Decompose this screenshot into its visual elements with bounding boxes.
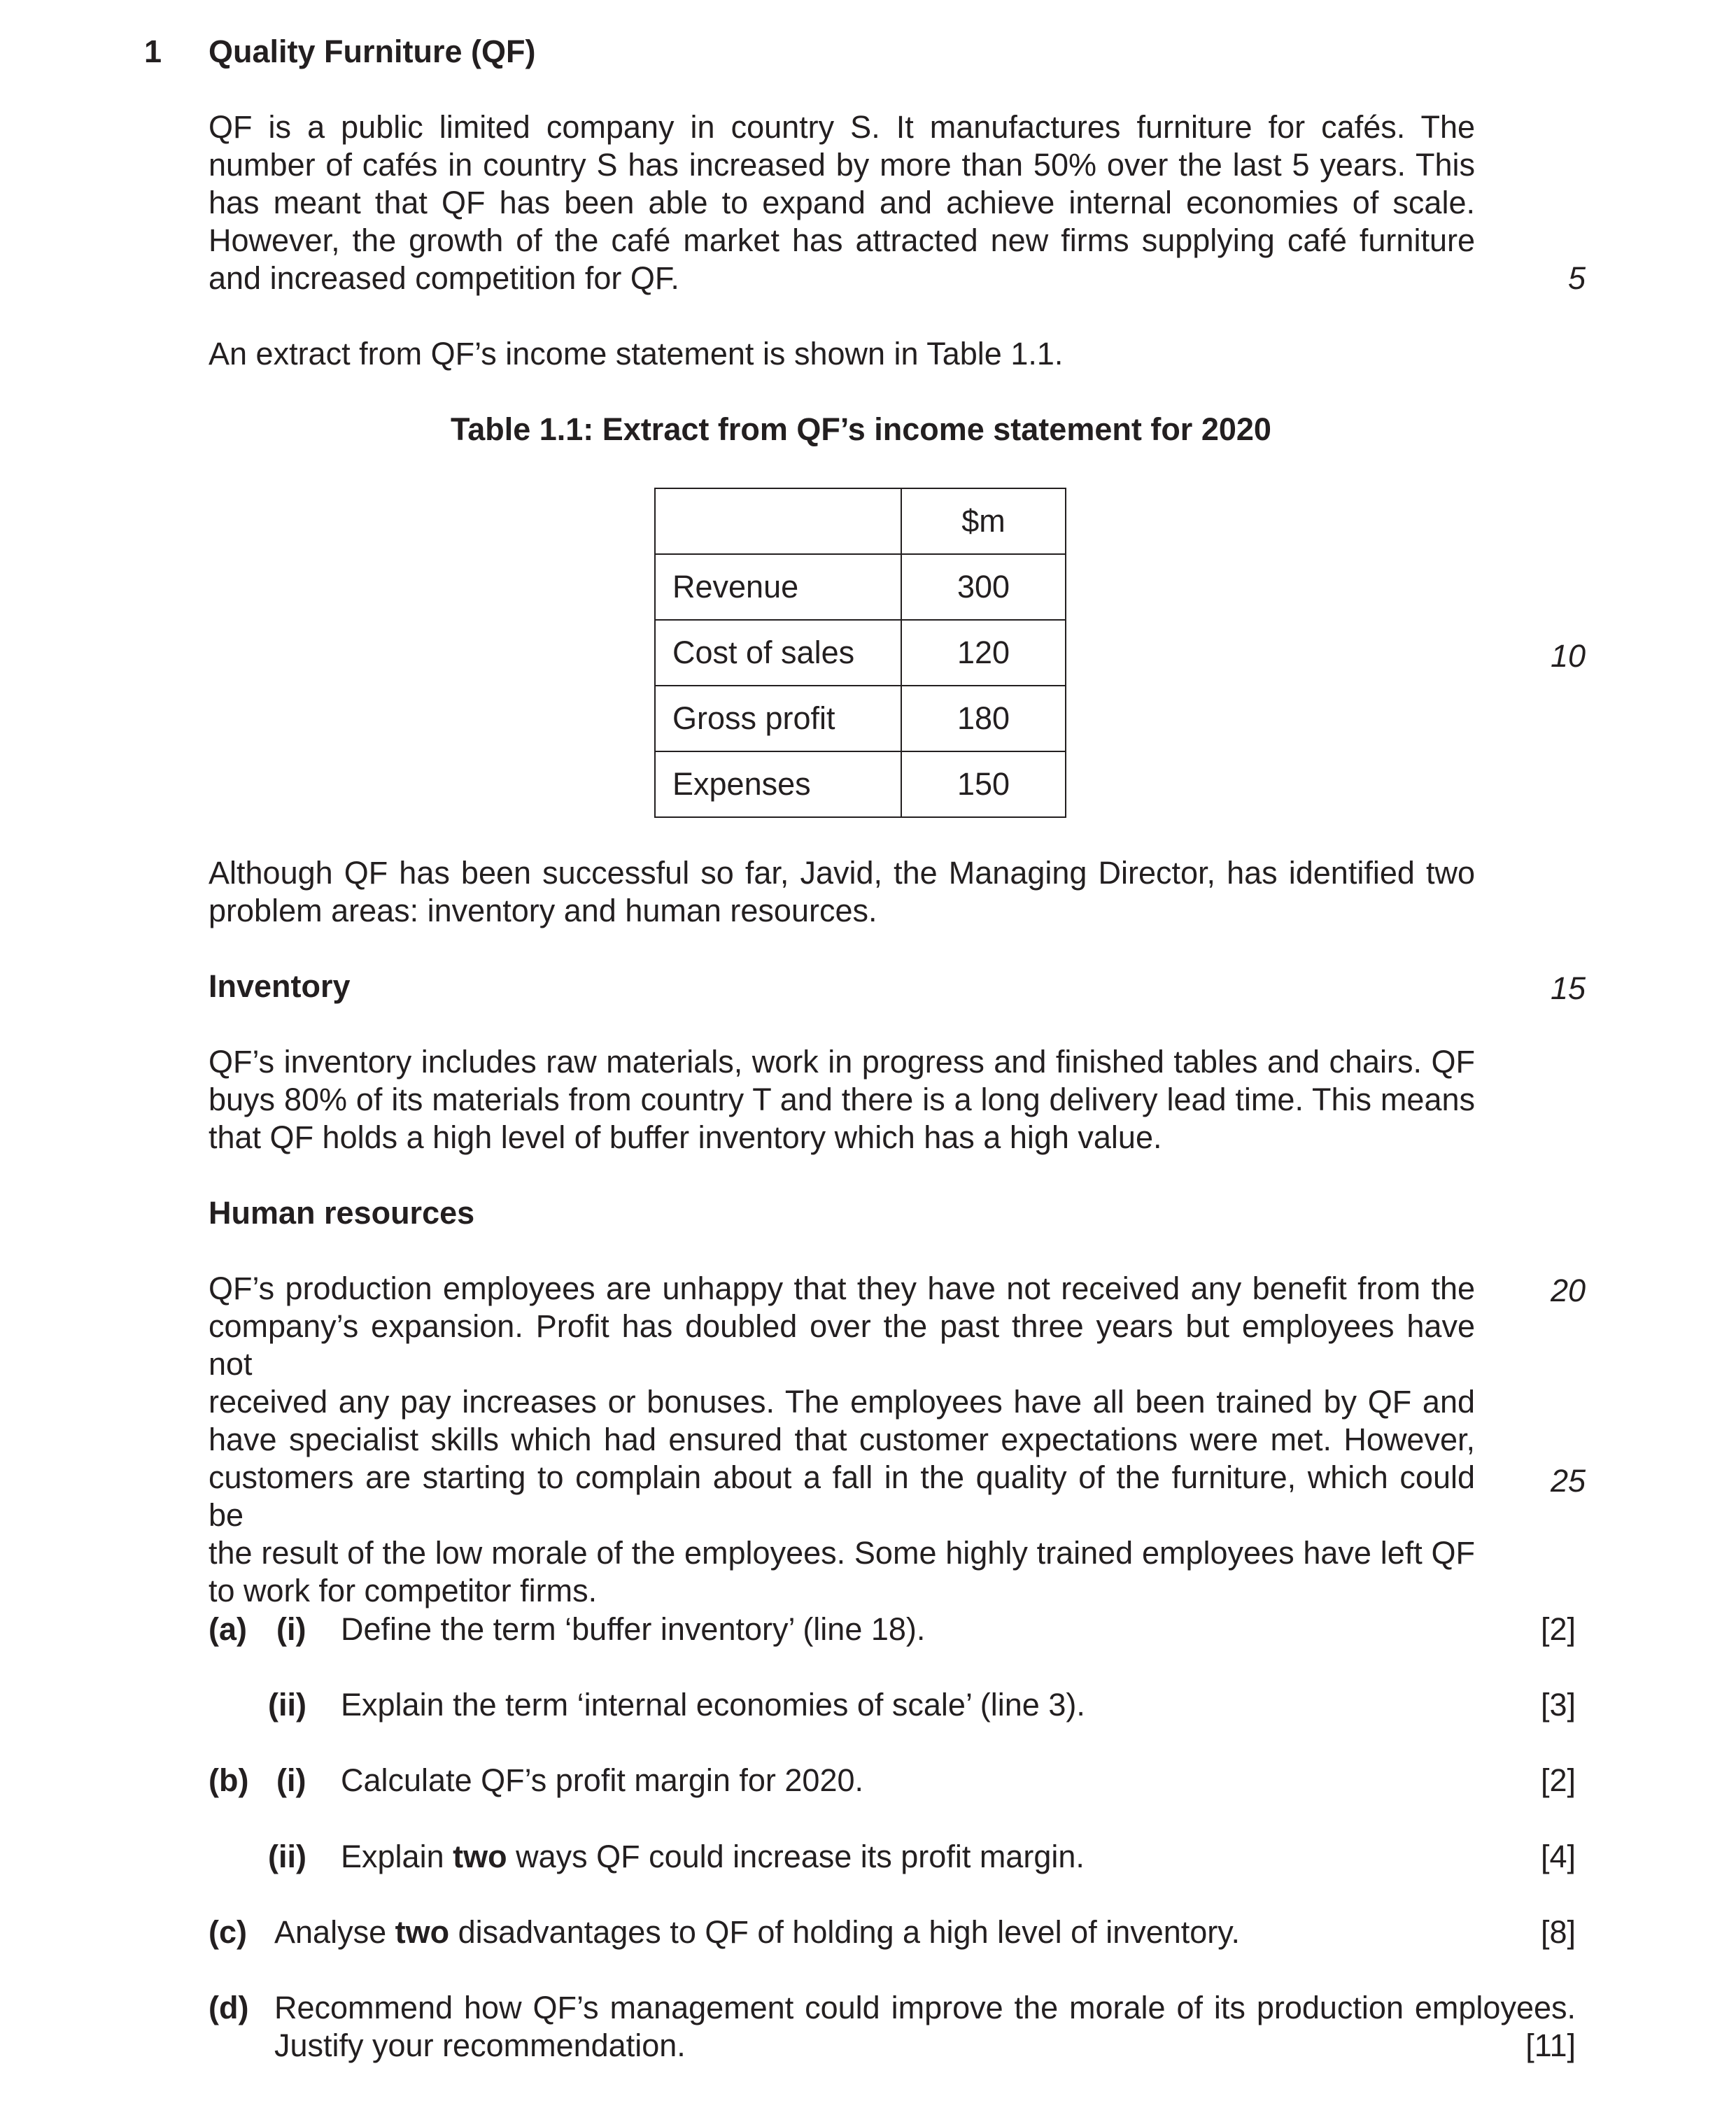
text-line: received any pay increases or bonuses. The employees have all been trained by QF and	[209, 1384, 1475, 1420]
part-b-ii-text	[341, 1838, 1085, 1876]
text-line: Although QF has been successful so far, Javid, the Managing Director, has identified two	[209, 855, 1475, 891]
text-line: and increased competition for QF.	[209, 260, 679, 296]
text-line: QF’s production employees are unhappy that they have not received any benefit from the	[209, 1271, 1475, 1306]
part-d-text	[274, 1989, 1576, 2065]
text-line: problem areas: inventory and human resources.	[209, 893, 877, 928]
row-value: 150	[901, 751, 1066, 817]
emphasis-text: two	[395, 1914, 450, 1950]
question-title: Quality Furniture (QF)	[209, 34, 536, 69]
table-intro-text: An extract from QF’s income statement is shown in Table 1.1.	[209, 336, 1064, 372]
table-caption: Table 1.1: Extract from QF’s income statement for 2020	[451, 411, 1271, 447]
part-a-i-mark: [2]	[1540, 1611, 1576, 1647]
table-row	[655, 554, 1066, 620]
text-run: disadvantages to QF of holding a high level of inventory.	[449, 1914, 1240, 1950]
row-value: 180	[901, 686, 1066, 751]
part-d-label: (d)	[209, 1990, 249, 2025]
inventory-paragraph	[209, 1043, 1475, 1156]
hr-heading: Human resources	[209, 1195, 475, 1231]
inventory-heading: Inventory	[209, 968, 351, 1004]
part-a-i-label: (i)	[276, 1611, 306, 1647]
text-line: QF is a public limited company in country S. It manufactures furniture for cafés. The	[209, 109, 1475, 145]
part-b-i-text: Calculate QF’s profit margin for 2020.	[341, 1762, 864, 1798]
part-d-mark: [11]	[1525, 2028, 1576, 2063]
case-paragraph-problems	[209, 854, 1475, 930]
emphasis-text: two	[453, 1839, 507, 1874]
text-run: ways QF could increase its profit margin.	[507, 1839, 1085, 1874]
line-number-20: 20	[1550, 1273, 1586, 1308]
part-b-label: (b)	[209, 1762, 249, 1798]
table-header-row	[655, 488, 1066, 554]
part-a-label: (a)	[209, 1611, 247, 1647]
text-line: Recommend how QF’s management could improve the morale of its production employees.	[274, 1990, 1576, 2025]
table-row	[655, 686, 1066, 751]
text-line: that QF holds a high level of buffer inventory which has a high value.	[209, 1119, 1162, 1155]
table-header-cell: $m	[901, 488, 1066, 554]
part-c-text	[274, 1914, 1240, 1951]
table-row	[655, 751, 1066, 817]
line-number-5: 5	[1567, 260, 1586, 296]
text-line: has meant that QF has been able to expand and achieve internal economies of scale.	[209, 185, 1475, 220]
line-number-25: 25	[1550, 1463, 1586, 1499]
text-line: buys 80% of its materials from country T and there is a long delivery lead time. This means	[209, 1082, 1475, 1117]
part-a-ii-label: (ii)	[268, 1687, 306, 1723]
text-run: Analyse	[274, 1914, 395, 1950]
part-a-ii-text: Explain the term ‘internal economies of scale’ (line 3).	[341, 1687, 1085, 1723]
part-b-i-label: (i)	[276, 1762, 306, 1798]
part-b-i-mark: [2]	[1540, 1762, 1576, 1798]
line-number-15: 15	[1550, 970, 1586, 1006]
row-value: 120	[901, 620, 1066, 686]
text-line: the result of the low morale of the employees. Some highly trained employees have left QF	[209, 1535, 1475, 1571]
row-label: Gross profit	[655, 686, 901, 751]
text-line: company’s expansion. Profit has doubled over the past three years but employees have not	[209, 1308, 1475, 1382]
text-run: Explain	[341, 1839, 453, 1874]
part-b-ii-label: (ii)	[268, 1839, 306, 1874]
hr-paragraph	[209, 1270, 1475, 1610]
table-row	[655, 620, 1066, 686]
table-header-cell	[655, 488, 901, 554]
case-paragraph-intro	[209, 108, 1475, 297]
text-line: have specialist skills which had ensured that customer expectations were met. However,	[209, 1422, 1475, 1457]
part-a-ii-mark: [3]	[1540, 1687, 1576, 1723]
part-c-label: (c)	[209, 1914, 247, 1950]
row-label: Revenue	[655, 554, 901, 620]
part-c-mark: [8]	[1540, 1914, 1576, 1950]
part-b-ii-mark: [4]	[1540, 1839, 1576, 1874]
row-label: Cost of sales	[655, 620, 901, 686]
income-statement-table	[654, 488, 1066, 818]
text-line: number of cafés in country S has increased by more than 50% over the last 5 years. This	[209, 147, 1475, 183]
row-label: Expenses	[655, 751, 901, 817]
line-number-10: 10	[1550, 638, 1586, 674]
text-line: to work for competitor firms.	[209, 1573, 598, 1608]
part-a-i-text: Define the term ‘buffer inventory’ (line 18).	[341, 1611, 926, 1647]
text-line: QF’s inventory includes raw materials, work in progress and finished tables and chairs. QF	[209, 1044, 1475, 1080]
text-line: Justify your recommendation.	[274, 2028, 686, 2063]
text-line: However, the growth of the café market has attracted new firms supplying café furniture	[209, 222, 1475, 258]
question-number: 1	[144, 34, 162, 69]
row-value: 300	[901, 554, 1066, 620]
text-line: customers are starting to complain about a fall in the quality of the furniture, which could be	[209, 1459, 1475, 1533]
